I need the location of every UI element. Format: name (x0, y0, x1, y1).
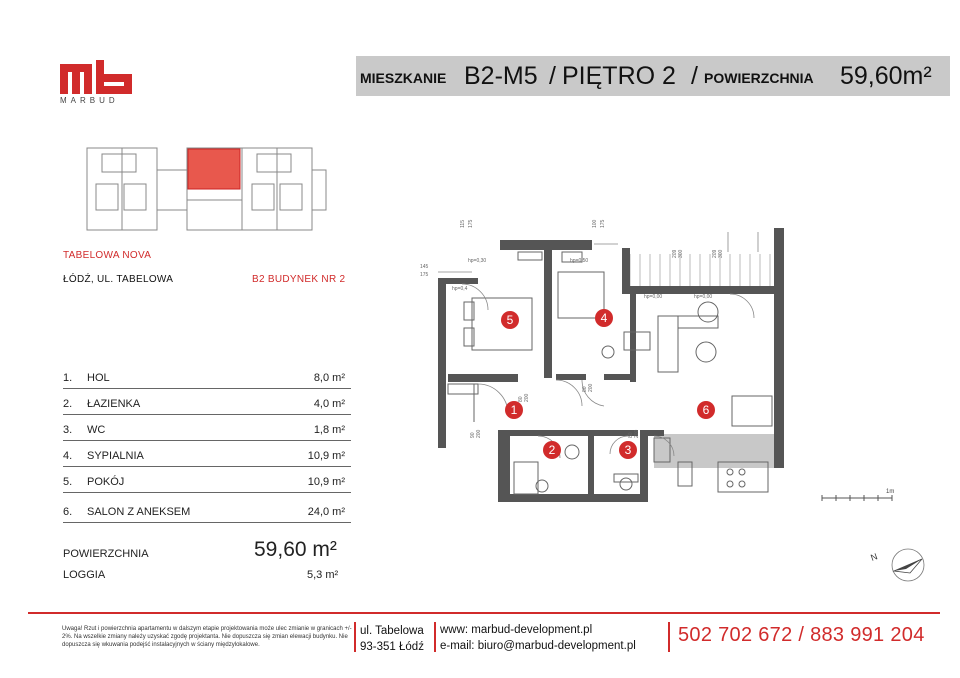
compass-label: N (869, 551, 879, 563)
address-street: ul. Tabelowa (360, 625, 424, 637)
room-row (63, 474, 351, 493)
room-number: 1. (63, 372, 73, 384)
room-area: 8,0 m² (313, 372, 345, 384)
dim-label: 200 (524, 393, 530, 402)
total-area-value: 59,60 m² (254, 538, 337, 561)
loggia-label: LOGGIA (63, 569, 106, 581)
room-number: 6. (63, 506, 73, 518)
header-label-apartment: MIESZKANIE (360, 70, 447, 86)
header-area-value: 59,60m² (840, 62, 932, 90)
room-name: HOL (87, 372, 110, 384)
north-arrow-icon (866, 545, 926, 585)
room-number: 2. (63, 398, 73, 410)
footer-divider (28, 612, 940, 614)
room-number: 3. (63, 424, 73, 436)
dim-label: 300 (718, 249, 724, 258)
room-number: 4. (63, 450, 73, 462)
room-name: SALON Z ANEKSEM (87, 506, 191, 518)
dim-label: 115 (460, 220, 466, 228)
header-floor: PIĘTRO 2 (562, 62, 676, 90)
dim-label: hp=0,4 (452, 286, 468, 292)
room-row (63, 396, 351, 415)
dim-label: 200 (476, 429, 482, 438)
room-area: 4,0 m² (313, 398, 345, 410)
room-name: WC (87, 424, 106, 436)
brand-name: MARBUD (60, 96, 119, 105)
room-marker: 6 (702, 403, 710, 417)
address-city: 93-351 Łódź (360, 641, 424, 653)
loggia-value: 5,3 m² (307, 569, 339, 581)
dim-label: 175 (468, 219, 474, 228)
scale-label: 1m (886, 489, 895, 495)
room-area: 10,9 m² (307, 450, 345, 462)
room-marker: 4 (600, 311, 608, 325)
dim-label: 209 (672, 249, 678, 258)
room-row (63, 504, 351, 523)
dim-label: 80 (582, 386, 588, 392)
room-area: 10,9 m² (307, 476, 345, 488)
dim-label: hp=0,30 (468, 258, 487, 264)
website-link[interactable]: www: marbud-development.pl (440, 624, 593, 636)
header-label-area: POWIERZCHNIA (704, 70, 814, 86)
room-marker: 5 (506, 313, 514, 327)
dim-label: hp=0,00 (694, 294, 713, 300)
room-area: 1,8 m² (313, 424, 345, 436)
room-marker: 1 (510, 403, 518, 417)
email-link[interactable]: e-mail: biuro@marbud-development.pl (440, 640, 636, 652)
dim-label: 300 (678, 249, 684, 258)
dim-label: 100 (592, 219, 598, 228)
header-separator: / (549, 62, 556, 90)
header-bar (356, 56, 950, 96)
project-location: ŁÓDŹ, UL. TABELOWA (63, 274, 174, 285)
room-row (63, 448, 351, 467)
footer-separator (434, 622, 436, 652)
room-name: POKÓJ (87, 476, 125, 488)
room-area: 24,0 m² (307, 506, 345, 518)
room-marker: 2 (548, 443, 556, 457)
project-building: B2 BUDYNEK NR 2 (252, 274, 346, 285)
phone-numbers[interactable]: 502 702 672 / 883 991 204 (678, 624, 925, 646)
dim-label: 80 (518, 396, 524, 402)
dim-label: 145 (420, 264, 429, 270)
dim-label: 200 (634, 429, 640, 438)
dim-label: 175 (420, 272, 429, 278)
room-row (63, 422, 351, 441)
floor-plan (418, 212, 798, 512)
room-number: 5. (63, 476, 73, 488)
dim-label: hp=0,00 (644, 294, 663, 300)
footer-separator (668, 622, 670, 652)
dim-label: 80 (628, 432, 634, 438)
room-marker: 3 (624, 443, 632, 457)
footer-separator (354, 622, 356, 652)
room-name: ŁAZIENKA (87, 398, 141, 410)
dim-label: 209 (712, 249, 718, 258)
project-name: TABELOWA NOVA (63, 250, 152, 261)
dim-label: 90 (470, 432, 476, 438)
scale-bar (820, 486, 900, 506)
key-plan (82, 140, 332, 240)
header-apartment-code: B2-M5 (464, 62, 538, 90)
room-row (63, 370, 351, 389)
total-area-label: POWIERZCHNIA (63, 548, 149, 560)
dim-label: hp=0,50 (570, 258, 589, 264)
room-name: SYPIALNIA (87, 450, 144, 462)
dim-label: 175 (600, 219, 606, 228)
header-separator: / (691, 62, 698, 90)
dim-label: 200 (588, 383, 594, 392)
disclaimer-note: Uwaga! Rzut i powierzchnia apartamentu w dalszym etapie projektowania może ulec zmianie w granicach +/- 2%. Na wszelkie zmiany należy uzyskać zgodę projektanta. Nie dopuszcza się zmian elewacji budynku. Nie dopuszcza się wkuwania podejść instalacyjnych w ściany międzylokalowe. (62, 626, 352, 648)
